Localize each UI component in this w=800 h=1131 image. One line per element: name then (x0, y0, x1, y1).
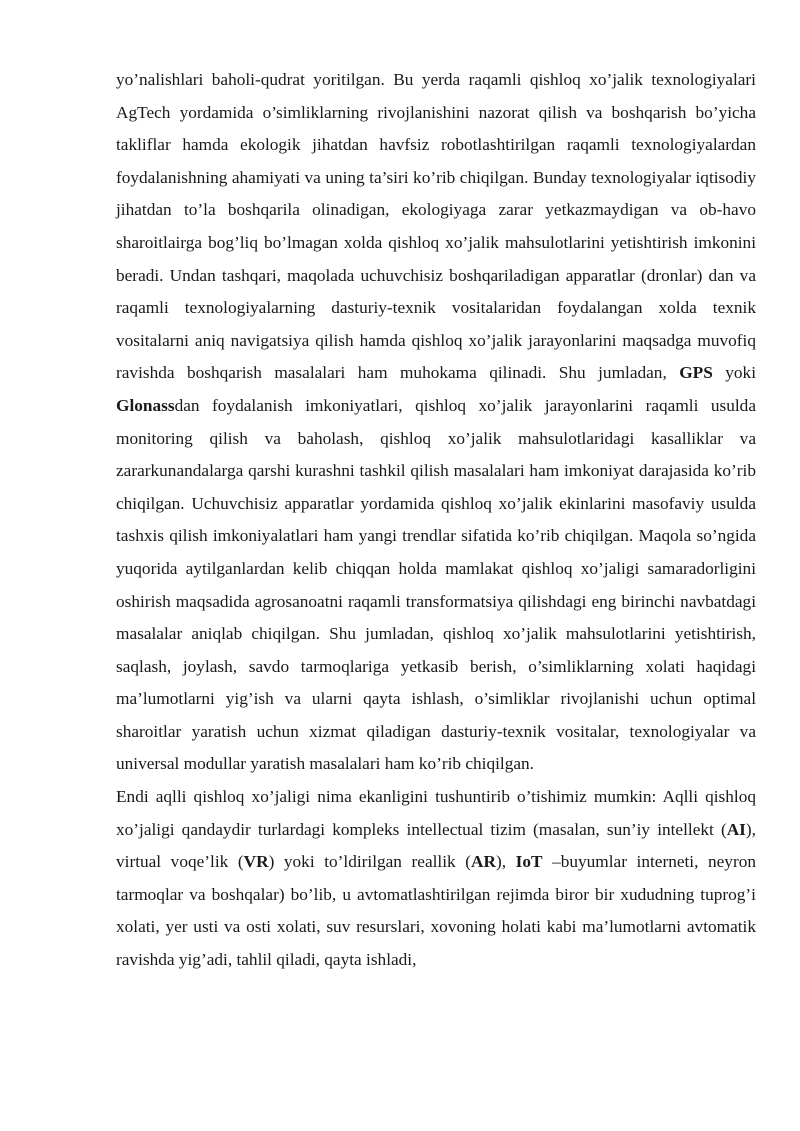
text-segment: ) yoki to’ldirilgan reallik ( (268, 852, 471, 872)
bold-term: AI (726, 819, 746, 839)
bold-term: Glonass (116, 395, 175, 415)
document-page (116, 64, 756, 977)
text-segment: dan foydalanish imkoniyatlari, qishloq xo’jalik jarayonlarini raqamli usulda monitoring qilish va baholash, qishloq xo’jalik mahsulotlaridagi kasalliklar va zararkunandalarga qarshi kurashni tashkil qilish masalalari ham imkoniyat darajasida ko’rib chiqilgan. Uchuvchisiz apparatlar yordamida qishloq xo’jalik ekinlarini masofaviy usulda tashxis qilish imkoniyalatlari ham yangi trendlar sifatida ko’rib chiqilgan. Maqola so’ngida yuqorida aytilganlardan kelib chiqqan holda mamlakat qishloq xo’jaligi samaradorligini oshirish maqsadida agrosanoatni raqamli transformatsiya qilishdagi eng birinchi navbatdagi masalalar aniqlab chiqilgan. Shu jumladan, qishloq xo’jalik mahsulotlarini yetishtirish, saqlash, joylash, savdo tarmoqlariga yetkasib berish, o’simliklarning xolati haqidagi ma’lumotlarni yig’ish va ularni qayta ishlash, o’simliklar rivojlanishi uchun optimal sharoitlar yaratish uchun xizmat qiladigan dasturiy-texnik vositalar, texnologiyalar va universal modullar yaratish masalalari ham ko’rib chiqilgan. (116, 395, 756, 774)
text-segment: ), virtual voqe’lik ( (116, 819, 756, 872)
bold-term: AR (470, 852, 496, 872)
body-paragraph-2 (116, 781, 756, 977)
bold-term: VR (243, 852, 269, 872)
bold-term: GPS (679, 363, 713, 383)
bold-term: IoT (515, 852, 543, 872)
text-segment: yo’nalishlari baholi-qudrat yoritilgan. Bu yerda raqamli qishloq xo’jalik texnologiyalari AgTech yordamida o’simliklarning rivojlanishini nazorat qilish va boshqarish bo’yicha takliflar hamda ekologik jihatdan havfsiz robotlashtirilgan raqamli texnologiyalardan foydalanishning ahamiyati va uning ta’siri ko’rib chiqilgan. Bunday texnologiyalar iqtisodiy jihatdan to’la boshqarila olinadigan, ekologiyaga zarar yetkazmaydigan va ob-havo sharoitlairga bog’liq bo’lmagan xolda qishloq xo’jalik mahsulotlarini yetishtirish imkonini beradi. Undan tashqari, maqolada uchuvchisiz boshqariladigan apparatlar (dronlar) dan va raqamli texnologiyalarning dasturiy-texnik vositalaridan foydalangan xolda texnik vositalarni aniq navigatsiya qilish hamda qishloq xo’jalik jarayonlarini maqsadga muvofiq ravishda boshqarish masalalari ham muhokama qilinadi. Shu jumladan, (116, 70, 756, 383)
body-paragraph-1 (116, 64, 756, 781)
text-segment: –buyumlar interneti, neyron tarmoqlar va boshqalar) bo’lib, u avtomatlashtirilgan rejimda biror bir xududning tuprog’i xolati, yer usti va osti xolati, suv resurslari, xovoning holati kabi ma’lumotlarni avtomatik ravishda yig’adi, tahlil qiladi, qayta ishladi, (116, 852, 756, 970)
text-segment: yoki (712, 363, 757, 383)
text-segment: Endi aqlli qishloq xo’jaligi nima ekanligini tushuntirib o’tishimiz mumkin: Aqlli qishloq xo’jaligi qandaydir turlardagi kompleks intellectual tizim (masalan, sun’iy intellekt ( (116, 787, 756, 839)
text-segment: ), (495, 852, 516, 872)
